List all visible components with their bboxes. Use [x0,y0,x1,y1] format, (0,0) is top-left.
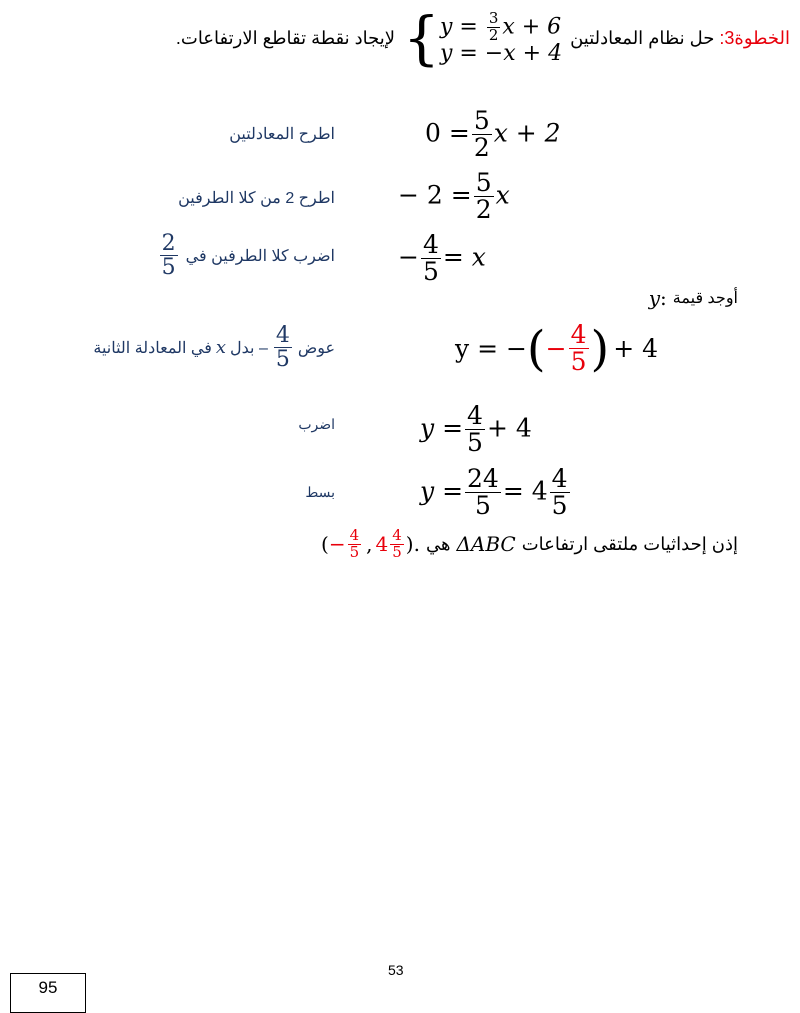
note-simplify: بسط [305,484,335,500]
triangle-name: ΔABC [456,532,516,557]
eq-multiply-both: − $\frac{4}{5}$ = x [398,230,486,287]
step-header [175,4,790,72]
eq-substitute: y = − ( − $\frac{4}{5}$ ) + 4 [455,320,659,377]
equation-system [403,4,563,72]
note-fraction: $\frac{2}{5}$ [161,231,176,281]
note-multiply-both: اضرب كلا الطرفين في $\frac{2}{5}$ [161,231,335,281]
note-sub-fraction: $\frac{4}{5}$ [275,323,290,373]
system-eq1: y = $\frac{3}{2}$ x + 6 [439,8,562,44]
conclusion-point: ( − $\frac{4}{5}$ , 4 $\frac{4}{5}$ ). [321,526,420,561]
conclusion: إذن إحداثيات ملتقى ارتفاعات ΔABC هي ( − $\frac{4}{5}$ , 4 $\frac{4}{5}$ ). [321,526,738,561]
step-text-b: لإيجاد نقطة تقاطع الارتفاعات. [175,27,396,48]
note-substitute: عوض $\frac{4}{5}$ – بدل x في المعادلة الثانية [93,323,335,373]
eq-subtract-two: − 2 = $\frac{5}{2}$ x [398,168,510,225]
box-number: 95 [10,973,86,1013]
left-brace: { [403,4,440,72]
eq-multiply: y = $\frac{4}{5}$ + 4 [420,401,532,458]
step-text-a: حل نظام المعادلتين [570,27,715,48]
find-y-heading: أوجد قيمة y: [648,286,738,310]
note-subtract-two: اطرح 2 من كلا الطرفين [178,190,335,207]
note-multiply: اضرب [298,416,335,432]
page-number: 53 [388,962,404,978]
eq-simplify: y = $\frac{24}{5}$ = 4 $\frac{4}{5}$ [420,464,568,521]
note-subtract: اطرح المعادلتين [229,126,335,143]
eq-subtract: 0 = $\frac{5}{2}$ x + 2 [425,106,561,163]
step-label: الخطوة3: [719,27,790,48]
system-eq2: y = −x + 4 [439,41,563,67]
